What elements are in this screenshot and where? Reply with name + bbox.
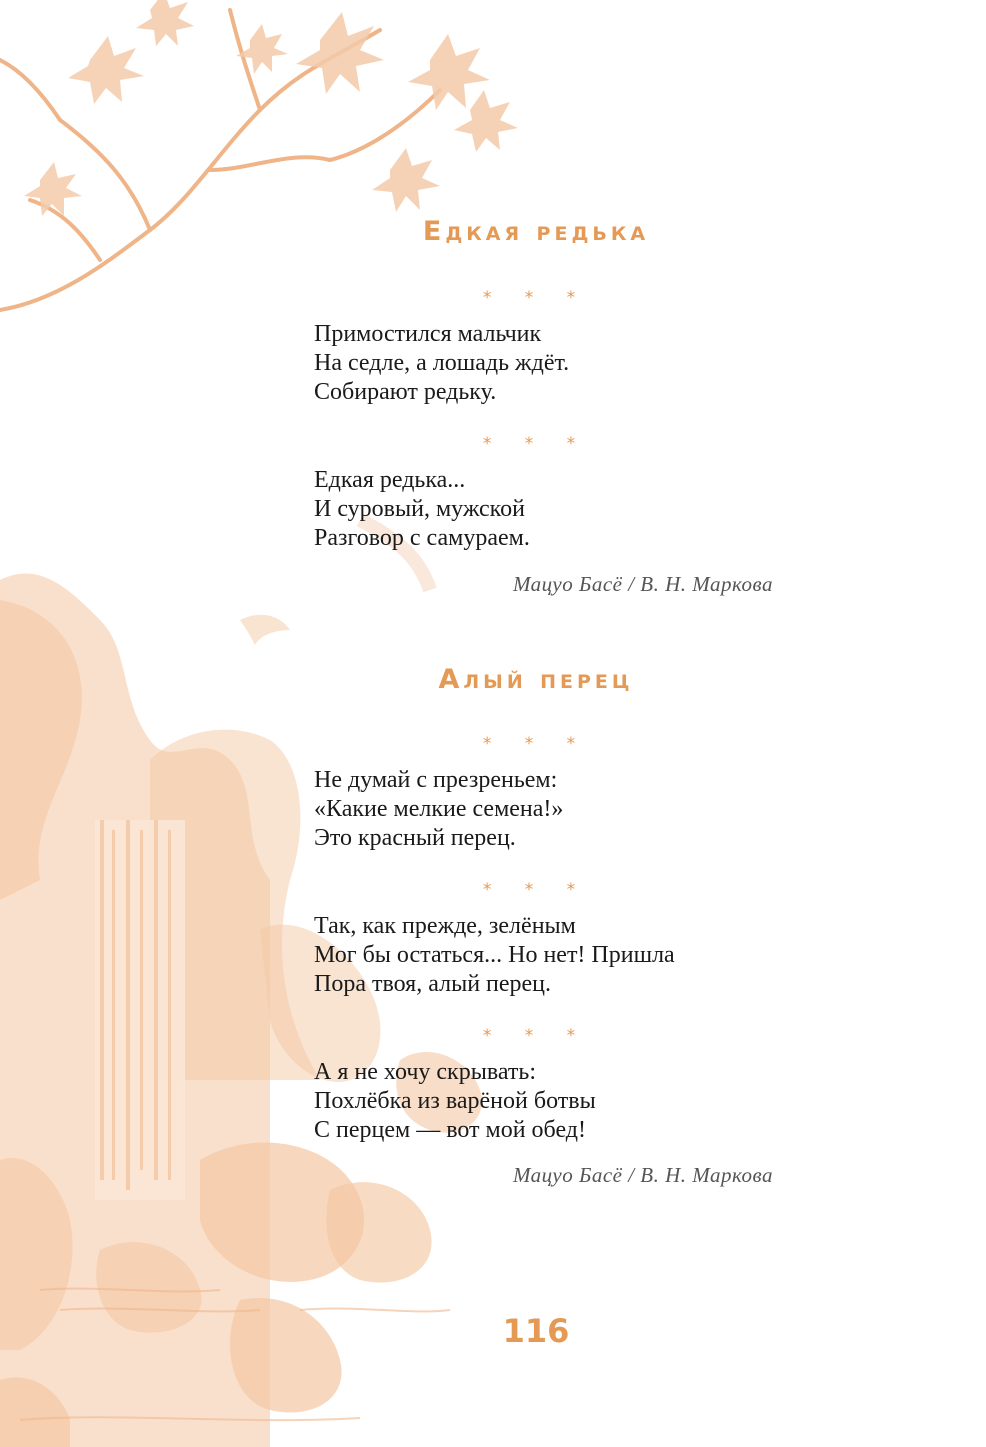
poem-attribution: Мацуо Басё / В. Н. Маркова bbox=[512, 1163, 773, 1187]
poem-line: Пора твоя, алый перец. bbox=[314, 971, 552, 997]
poem-line: Не думай с презреньем: bbox=[314, 767, 558, 793]
stanza bbox=[314, 766, 563, 853]
poem-line: Это красный перец. bbox=[314, 825, 516, 851]
poem-line: Разговор с самураем. bbox=[314, 525, 530, 551]
poem-title: Алый перец bbox=[438, 664, 634, 695]
stanza bbox=[314, 1058, 596, 1145]
maple-branch-icon bbox=[0, 0, 518, 310]
poem-line: И суровый, мужской bbox=[314, 496, 525, 522]
stanza-separator: * * * bbox=[482, 434, 590, 454]
poem-line: Собирают редьку. bbox=[314, 379, 497, 405]
poem-title: Едкая редька bbox=[422, 216, 650, 247]
stanza-separator: * * * bbox=[482, 1026, 590, 1046]
stanza-separator: * * * bbox=[482, 734, 590, 754]
poem-line: А я не хочу скрывать: bbox=[314, 1059, 536, 1085]
poem-line: С перцем — вот мой обед! bbox=[314, 1117, 586, 1143]
poem-line: Так, как прежде, зелёным bbox=[314, 913, 576, 939]
poem-attribution: Мацуо Басё / В. Н. Маркова bbox=[512, 572, 773, 596]
poem-line: Похлёбка из варёной ботвы bbox=[314, 1088, 596, 1114]
poem-line: Мог бы остаться... Но нет! Пришла bbox=[314, 942, 675, 968]
stanza-separator: * * * bbox=[482, 880, 590, 900]
stanza bbox=[314, 912, 675, 999]
stanza bbox=[314, 320, 569, 407]
poem-line: Примостился мальчик bbox=[314, 321, 542, 347]
poem-line: Едкая редька... bbox=[314, 467, 466, 493]
stanza-separator: * * * bbox=[482, 288, 590, 308]
stanza bbox=[314, 466, 530, 553]
poem-line: На седле, а лошадь ждёт. bbox=[314, 350, 570, 376]
page-number: 116 bbox=[502, 1312, 570, 1350]
poem-line: «Какие мелкие семена!» bbox=[314, 796, 564, 822]
